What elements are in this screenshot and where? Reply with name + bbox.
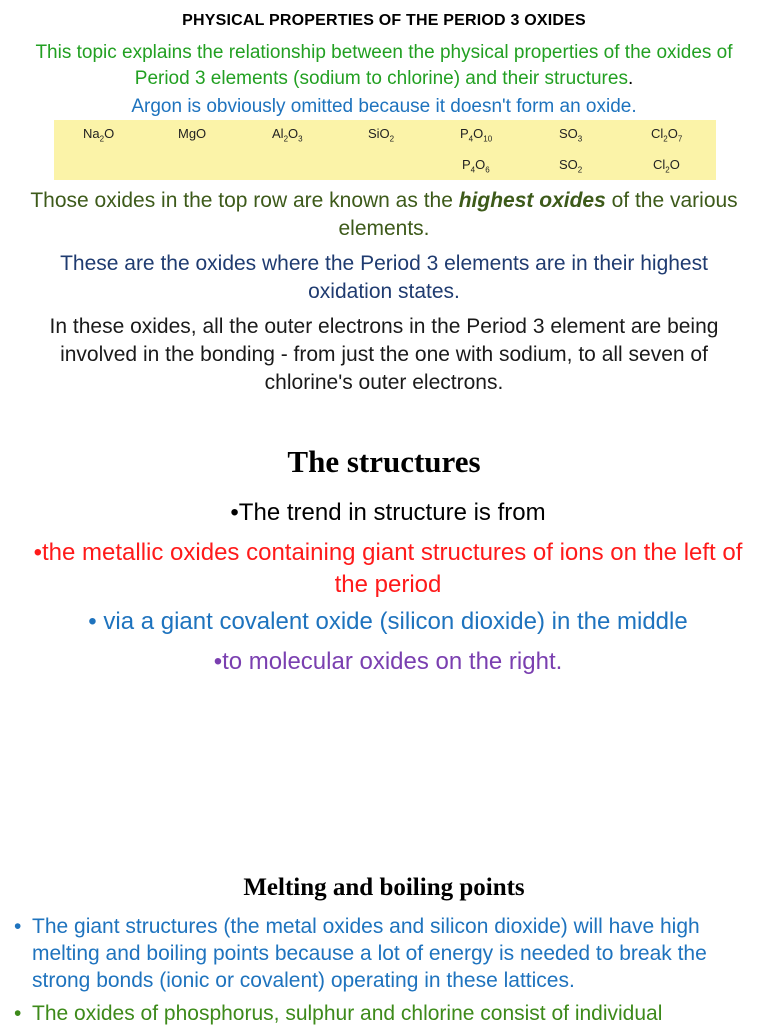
oxide-formula: $SO_3$ [559,126,583,144]
oxide-formula: $Na_2O$ [83,126,115,144]
melting-heading: Melting and boiling points [243,874,525,901]
outer-electrons-paragraph: In these oxides, all the outer electrons in the Period 3 element are being involved in the bonding - from just the one with sodium, to all seven of chlorine's outer electrons. [49,315,719,394]
oxide-formula: $Cl_2O$ [653,157,680,175]
highest-oxides-term: highest oxides [458,189,606,212]
structure-bullet: •The trend in structure is from [230,499,546,526]
oxide-formula: SiO$_2$ [368,126,395,144]
oxide-formula: $P_4O_6$ [462,157,490,175]
highest-oxides-paragraph: Those oxides in the top row are known as the highest oxides of the various elements. [30,189,738,240]
oxide-formula: MgO [178,126,207,141]
argon-note: Argon is obviously omitted because it doesn't form an oxide. [131,96,637,117]
page-title: PHYSICAL PROPERTIES OF THE PERIOD 3 OXIDES [182,12,586,29]
melting-bullet [14,1000,754,1027]
oxide-formula: $Al_2O_3$ [272,126,303,144]
melting-bullet-text: The giant structures (the metal oxides and silicon dioxide) will have high melting and boiling points because a lot of energy is needed to break the strong bonds (ionic or covalent) operating in these lattices. [32,915,707,992]
bullet-marker: • [14,915,22,938]
structure-bullet: •to molecular oxides on the right. [213,648,563,675]
intro-period: . [627,68,634,89]
oxide-formula: $P_4O_{10}$ [460,126,493,144]
structure-bullet: •the metallic oxides containing giant structures of ions on the left of the period [33,539,743,598]
bullet-marker: • [14,1002,22,1025]
intro-body: This topic explains the relationship between the physical properties of the oxides of Period 3 elements (sodium to chlorine) and their structures [35,42,733,89]
oxide-formula: $Cl_2O_7$ [651,126,683,144]
structure-bullet: • via a giant covalent oxide (silicon dioxide) in the middle [88,608,688,635]
intro-text [20,40,748,92]
oxide-table [54,120,716,180]
structures-heading: The structures [287,444,481,479]
oxide-formula: $SO_2$ [559,157,583,175]
melting-bullet [14,913,754,994]
oxidation-states-paragraph: These are the oxides where the Period 3 elements are in their highest oxidation states. [60,252,708,303]
melting-bullet-text: The oxides of phosphorus, sulphur and chlorine consist of individual [32,1002,663,1025]
